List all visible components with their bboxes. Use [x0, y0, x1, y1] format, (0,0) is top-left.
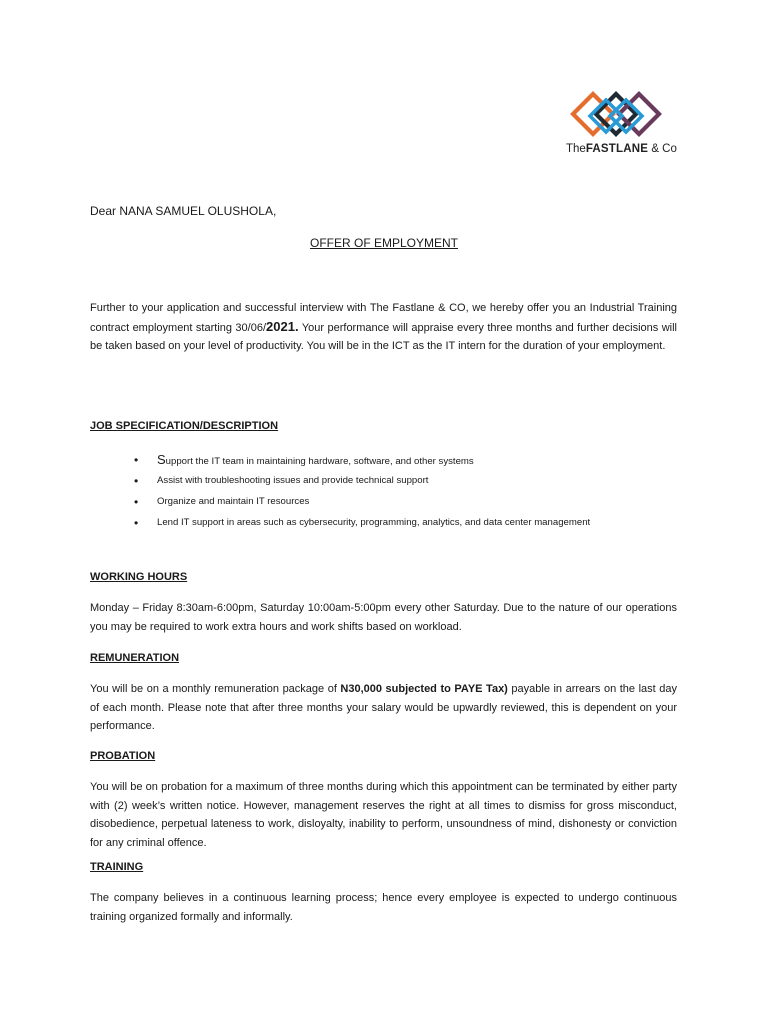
list-item [134, 452, 694, 473]
intro-part1: Further to your application and successful interview with The Fastlane & CO, we hereby offer you an Industrial Training contract employment starting 30/06/ [90, 302, 677, 334]
salutation: Dear NANA SAMUEL OLUSHOLA, [90, 204, 277, 218]
first-letter: S [157, 452, 166, 467]
brand-bold: FASTLANE [585, 143, 649, 155]
letter-title-text: OFFER OF EMPLOYMENT [309, 236, 458, 250]
training-paragraph: The company believes in a continuous learning process; hence every employee is expected to undergo continuous training organized formally and informally. [90, 892, 677, 923]
letter-title [0, 236, 768, 250]
company-name [566, 143, 677, 155]
brand-suffix: & Co [648, 143, 677, 155]
list-item-text: upport the IT team in maintaining hardware, software, and other systems [165, 456, 474, 467]
list-item: • Organize and maintain IT resources [134, 494, 694, 515]
remuneration-text-before: You will be on a monthly remuneration package of [90, 683, 341, 695]
brand-prefix: The [566, 143, 586, 155]
intro-year: 2021. [266, 318, 299, 334]
remuneration-amount: N30,000 subjected to PAYE Tax) [340, 683, 508, 695]
training-heading: TRAINING [90, 861, 144, 873]
remuneration-heading: REMUNERATION [90, 652, 180, 664]
remuneration-paragraph [90, 680, 677, 736]
interlocking-diamonds-logo-icon [566, 88, 686, 148]
intro-paragraph [90, 299, 677, 356]
list-item: • Lend IT support in areas such as cybersecurity, programming, analytics, and data center management [134, 515, 694, 536]
hours-paragraph: Monday – Friday 8:30am-6:00pm, Saturday 10:00am-5:00pm every other Saturday. Due to the nature of our operations you may be required to work extra hours and work shifts based on workload. [90, 602, 677, 633]
list-item: • Assist with troubleshooting issues and provide technical support [134, 473, 694, 494]
probation-paragraph: You will be on probation for a maximum of three months during which this appointment can be terminated by either party with (2) week’s written notice. However, management reserves the right at all times to dismiss for gross misconduct, disobedience, perpetual lateness to work, disloyalty, inability to perform, unsoundness of mind, dishonesty or conviction for any criminal offence. [90, 781, 677, 849]
remuneration-text-after: payable in arrears on the last day of each month. Please note that after three months your salary would be upwardly reviewed, this is dependent on your performance. [90, 683, 677, 733]
job-list [134, 452, 694, 536]
probation-heading: PROBATION [90, 750, 156, 762]
intro-part2: Your performance will appraise every three months and further decisions will be taken based on your level of productivity. You will be in the ICT as the IT intern for the duration of your employment. [90, 321, 677, 353]
job-heading: JOB SPECIFICATION/DESCRIPTION [90, 420, 279, 432]
hours-heading: WORKING HOURS [90, 571, 188, 583]
